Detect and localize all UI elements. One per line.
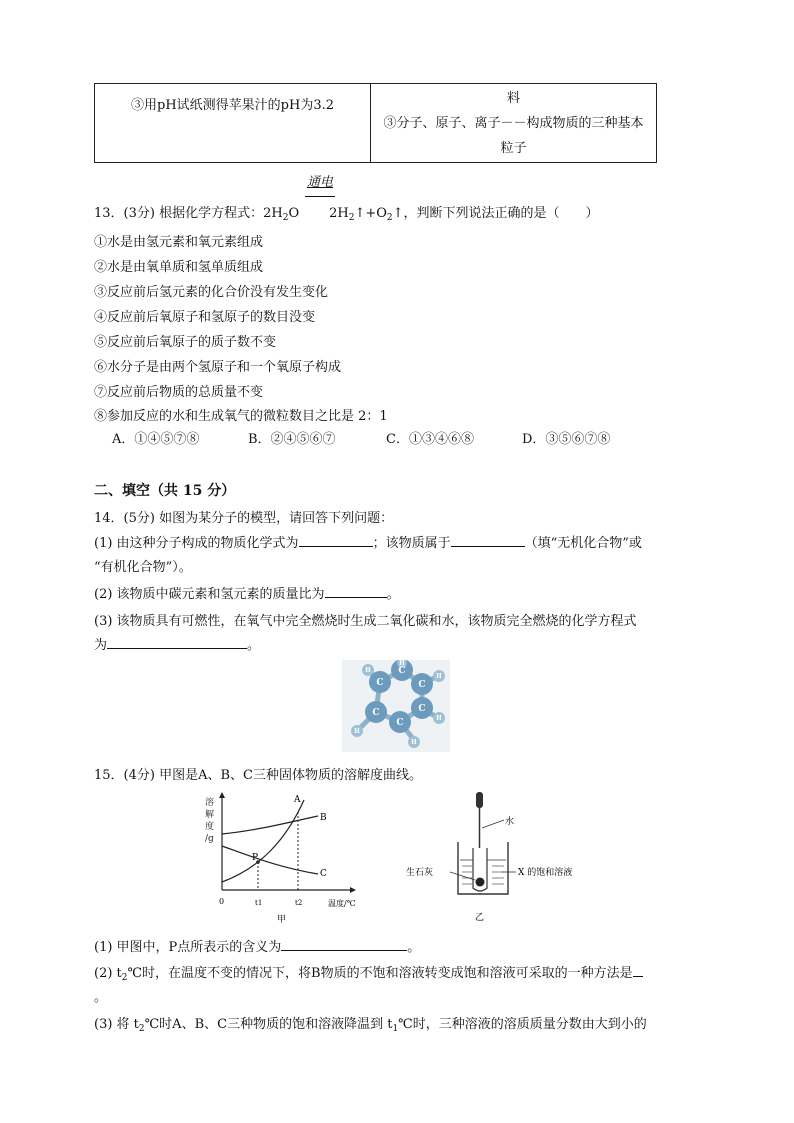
- solubility-chart: [200, 790, 360, 928]
- q13-option-b[interactable]: B．②④⑤⑥⑦: [248, 432, 336, 447]
- q13-sub1: 2: [282, 213, 289, 223]
- label-lime: 生石灰: [406, 868, 434, 878]
- apparatus-diagram: [402, 788, 597, 928]
- atom-label-c: C: [418, 680, 426, 690]
- q13-statement: ①水是由氢元素和氧元素组成: [94, 235, 264, 250]
- curve-b: [222, 816, 318, 834]
- atom-label-h: H: [411, 739, 417, 746]
- series-label-a: A: [294, 795, 301, 805]
- table-right-line1: 料: [506, 91, 520, 106]
- q15-p3b: ℃时A、B、C三种物质的饱和溶液降温到 t: [144, 1017, 393, 1032]
- tick-label-t1: t1: [255, 899, 263, 907]
- table-right-line3: 粒子: [500, 141, 527, 156]
- q13-sub2: 2: [348, 213, 355, 223]
- q14-p1c: （填“无机化合物”或: [524, 536, 642, 551]
- chart-title: 甲: [277, 915, 287, 925]
- q13-stem-mid2: 2H: [329, 206, 349, 221]
- q15-p3-sub1: 2: [138, 1024, 145, 1034]
- q15-part3: [94, 1013, 647, 1034]
- q13-stem: [94, 202, 599, 223]
- origin-label: 0: [219, 897, 225, 906]
- answer-blank[interactable]: [299, 532, 373, 547]
- answer-blank[interactable]: [107, 634, 247, 649]
- y-label-1: 溶: [205, 798, 215, 808]
- q13-option-c[interactable]: C．①③④⑥⑧: [386, 432, 474, 447]
- q15-part2-cont: 。: [94, 990, 108, 1005]
- q13-statement: ⑦反应前后物质的总质量不变: [94, 385, 264, 400]
- q15-p3a: (3) 将 t: [94, 1017, 139, 1032]
- q13-stem-suffix: ↑，判断下列说法正确的是（ ）: [392, 206, 599, 221]
- equation-arrow-line: [305, 196, 335, 197]
- q13-statement: ③反应前后氢元素的化合价没有发生变化: [94, 285, 329, 300]
- atom-label-h: H: [399, 660, 405, 667]
- q13-stem-mid1: O: [288, 206, 300, 221]
- y-label-3: 度: [205, 822, 215, 832]
- q13-stem-mid3: ↑+O: [354, 206, 387, 221]
- series-label-b: B: [320, 813, 327, 823]
- table-cell-left: ③用pH试纸测得苹果汁的pH为3.2: [95, 84, 371, 163]
- x-axis-arrow: [350, 887, 356, 893]
- q14-p3b: 为: [94, 638, 108, 653]
- tick-label-t2: t2: [295, 899, 303, 907]
- q13-statement: ②水是由氧单质和氢单质组成: [94, 260, 264, 275]
- figure-title: 乙: [475, 913, 485, 923]
- table-cell-right: [371, 84, 657, 163]
- y-axis-arrow: [219, 792, 225, 798]
- q13-statement: ⑧参加反应的水和生成氧气的微粒数目之比是 2：1: [94, 409, 388, 424]
- label-water: 水: [505, 817, 515, 827]
- q13-option-d[interactable]: D．③⑤⑥⑦⑧: [522, 432, 611, 447]
- quicklime: [476, 878, 485, 887]
- series-label-c: C: [320, 869, 327, 879]
- q13-statement: ④反应前后氧原子和氢原子的数目没变: [94, 310, 316, 325]
- annotation-p: P: [252, 853, 259, 863]
- answer-blank[interactable]: [451, 532, 525, 547]
- atom-label-c: C: [398, 666, 406, 676]
- q15-stem: 15．(4分) 甲图是A、B、C三种固体物质的溶解度曲线。: [94, 768, 422, 783]
- q14-p1a: (1) 由这种分子构成的物质化学式为: [94, 536, 299, 551]
- label-solution: X 的饱和溶液: [518, 868, 573, 878]
- q14-p2a: (2) 该物质中碳元素和氢元素的质量比为: [94, 587, 325, 602]
- curve-a: [222, 800, 304, 882]
- q14-p1b: ；该物质属于: [372, 536, 451, 551]
- x-axis-label: 温度/℃: [328, 899, 356, 908]
- q15-p3-sub2: 1: [392, 1024, 399, 1034]
- q14-stem: 14．(5分) 如图为某分子的模型，请回答下列问题：: [94, 511, 394, 526]
- atom-label-c: C: [418, 704, 426, 714]
- molecule-model: [342, 660, 450, 752]
- curve-c: [222, 846, 318, 874]
- answer-blank[interactable]: [281, 936, 407, 951]
- q15-p2-sub: 2: [121, 973, 128, 983]
- q13-sub3: 2: [386, 213, 393, 223]
- q15-part1: [94, 936, 420, 955]
- atom-label-h: H: [436, 673, 442, 680]
- water-pointer: [482, 820, 504, 828]
- q13-statement: ⑥水分子是由两个氢原子和一个氧原子构成: [94, 360, 342, 375]
- answer-blank[interactable]: [325, 583, 387, 598]
- y-label-4: /g: [205, 834, 214, 844]
- q13-option-a[interactable]: A．①④⑤⑦⑧: [112, 432, 200, 447]
- lime-pointer: [450, 872, 475, 880]
- atom-label-h: H: [436, 715, 442, 722]
- q13-stem-prefix: 13．(3分) 根据化学方程式：2H: [94, 206, 283, 221]
- q14-part3-cont: [94, 634, 260, 653]
- answer-blank[interactable]: [633, 962, 643, 977]
- q14-part2: [94, 583, 400, 602]
- atom-label-c: C: [396, 718, 404, 728]
- top-table: [94, 83, 657, 163]
- q15-p2b: ℃时，在温度不变的情况下，将B物质的不饱和溶液转变成饱和溶液可采取的一种方法是: [127, 966, 633, 981]
- q15-p1a: (1) 甲图中，P点所表示的含义为: [94, 940, 282, 955]
- section-title: 二、填空（共 15 分）: [94, 483, 236, 499]
- reaction-condition: 通电: [307, 175, 334, 190]
- q15-p2a: (2) t: [94, 966, 122, 981]
- q15-part2: [94, 962, 643, 983]
- y-label-2: 解: [205, 810, 215, 820]
- atom-label-c: C: [372, 708, 380, 718]
- dropper-bulb: [476, 792, 483, 808]
- q15-p3c: ℃时，三种溶液的溶质质量分数由大到小的: [398, 1017, 647, 1032]
- q14-p2b: 。: [386, 587, 400, 602]
- atom-label-c: C: [376, 678, 384, 688]
- q14-part1: [94, 532, 642, 551]
- atom-label-h: H: [365, 667, 371, 674]
- q15-p1b: 。: [407, 940, 421, 955]
- table-right-line2: ③分子、原子、离子－－构成物质的三种基本: [383, 116, 644, 131]
- q13-statement: ⑤反应前后氧原子的质子数不变: [94, 335, 277, 350]
- atom-label-h: H: [354, 728, 360, 735]
- q14-p3c: 。: [247, 638, 261, 653]
- q14-part3: (3) 该物质具有可燃性，在氧气中完全燃烧时生成二氧化碳和水，该物质完全燃烧的化学方程式: [94, 614, 637, 629]
- q14-part1-cont: “有机化合物”）。: [94, 560, 192, 575]
